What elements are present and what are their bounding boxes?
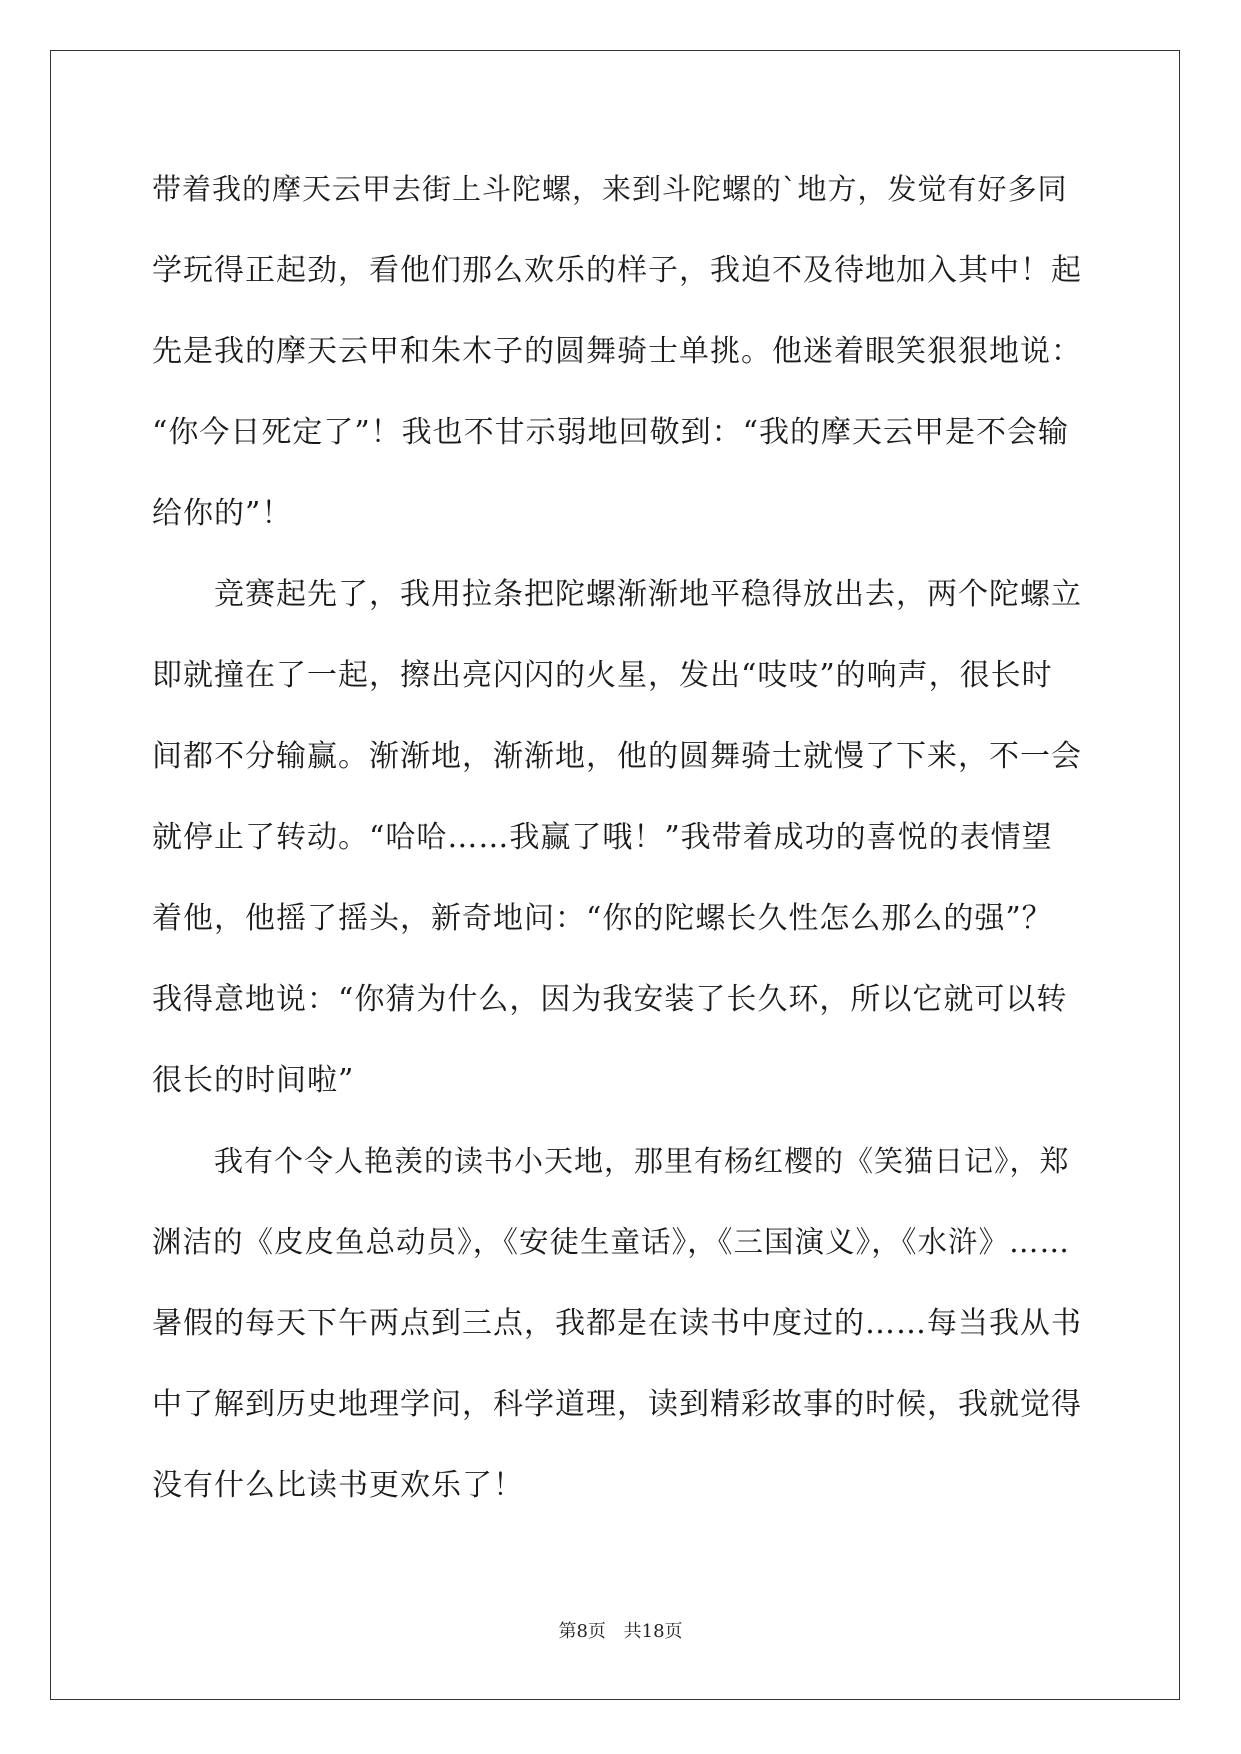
text-line: 即就撞在了一起，擦出亮闪闪的火星，发出“吱吱”的响声，很长时	[152, 658, 1053, 693]
text-line: 暑假的每天下午两点到三点，我都是在读书中度过的……每当我从书	[152, 1306, 1082, 1341]
text-line: 很长的时间啦”	[152, 1063, 355, 1098]
paragraph-1	[152, 149, 1082, 554]
text-line: 就停止了转动。“哈哈……我赢了哦！”我带着成功的喜悦的表情望	[152, 820, 1053, 855]
text-line: 渊洁的《皮皮鱼总动员》，《安徒生童话》，《三国演义》，《水浒》……	[152, 1225, 1071, 1259]
text-line: 先是我的摩天云甲和朱木子的圆舞骑士单挑。他迷着眼笑狠狠地说：	[152, 334, 1082, 369]
text-line: “你今日死定了”！我也不甘示弱地回敬到：“我的摩天云甲是不会输	[152, 415, 1070, 450]
paragraph-3	[152, 1121, 1082, 1526]
text-line: 我有个令人艳羡的读书小天地，那里有杨红樱的《笑猫日记》，郑	[214, 1144, 1070, 1178]
text-line: 着他，他摇了摇头，新奇地问：“你的陀螺长久性怎么那么的强”？	[152, 901, 1053, 936]
current-page-number: 第8页	[558, 1621, 606, 1642]
paragraph-2	[152, 554, 1082, 1121]
text-line: 学玩得正起劲，看他们那么欢乐的样子，我迫不及待地加入其中！起	[152, 253, 1082, 288]
document-body	[152, 149, 1082, 1526]
text-line: 我得意地说：“你猜为什么，因为我安装了长久环，所以它就可以转	[152, 982, 1068, 1017]
text-line: 间都不分输赢。渐渐地，渐渐地，他的圆舞骑士就慢了下来，不一会	[152, 739, 1082, 774]
text-line: 没有什么比读书更欢乐了！	[152, 1468, 524, 1503]
text-line: 中了解到历史地理学问，科学道理，读到精彩故事的时候，我就觉得	[152, 1387, 1082, 1422]
total-page-count: 共18页	[623, 1621, 683, 1642]
page-footer	[0, 1617, 1241, 1643]
text-line: 给你的”！	[152, 496, 293, 531]
text-line: 竞赛起先了，我用拉条把陀螺渐渐地平稳得放出去，两个陀螺立	[214, 577, 1082, 612]
text-line: 带着我的摩天云甲去街上斗陀螺，来到斗陀螺的`地方，发觉有好多同	[152, 172, 1068, 206]
